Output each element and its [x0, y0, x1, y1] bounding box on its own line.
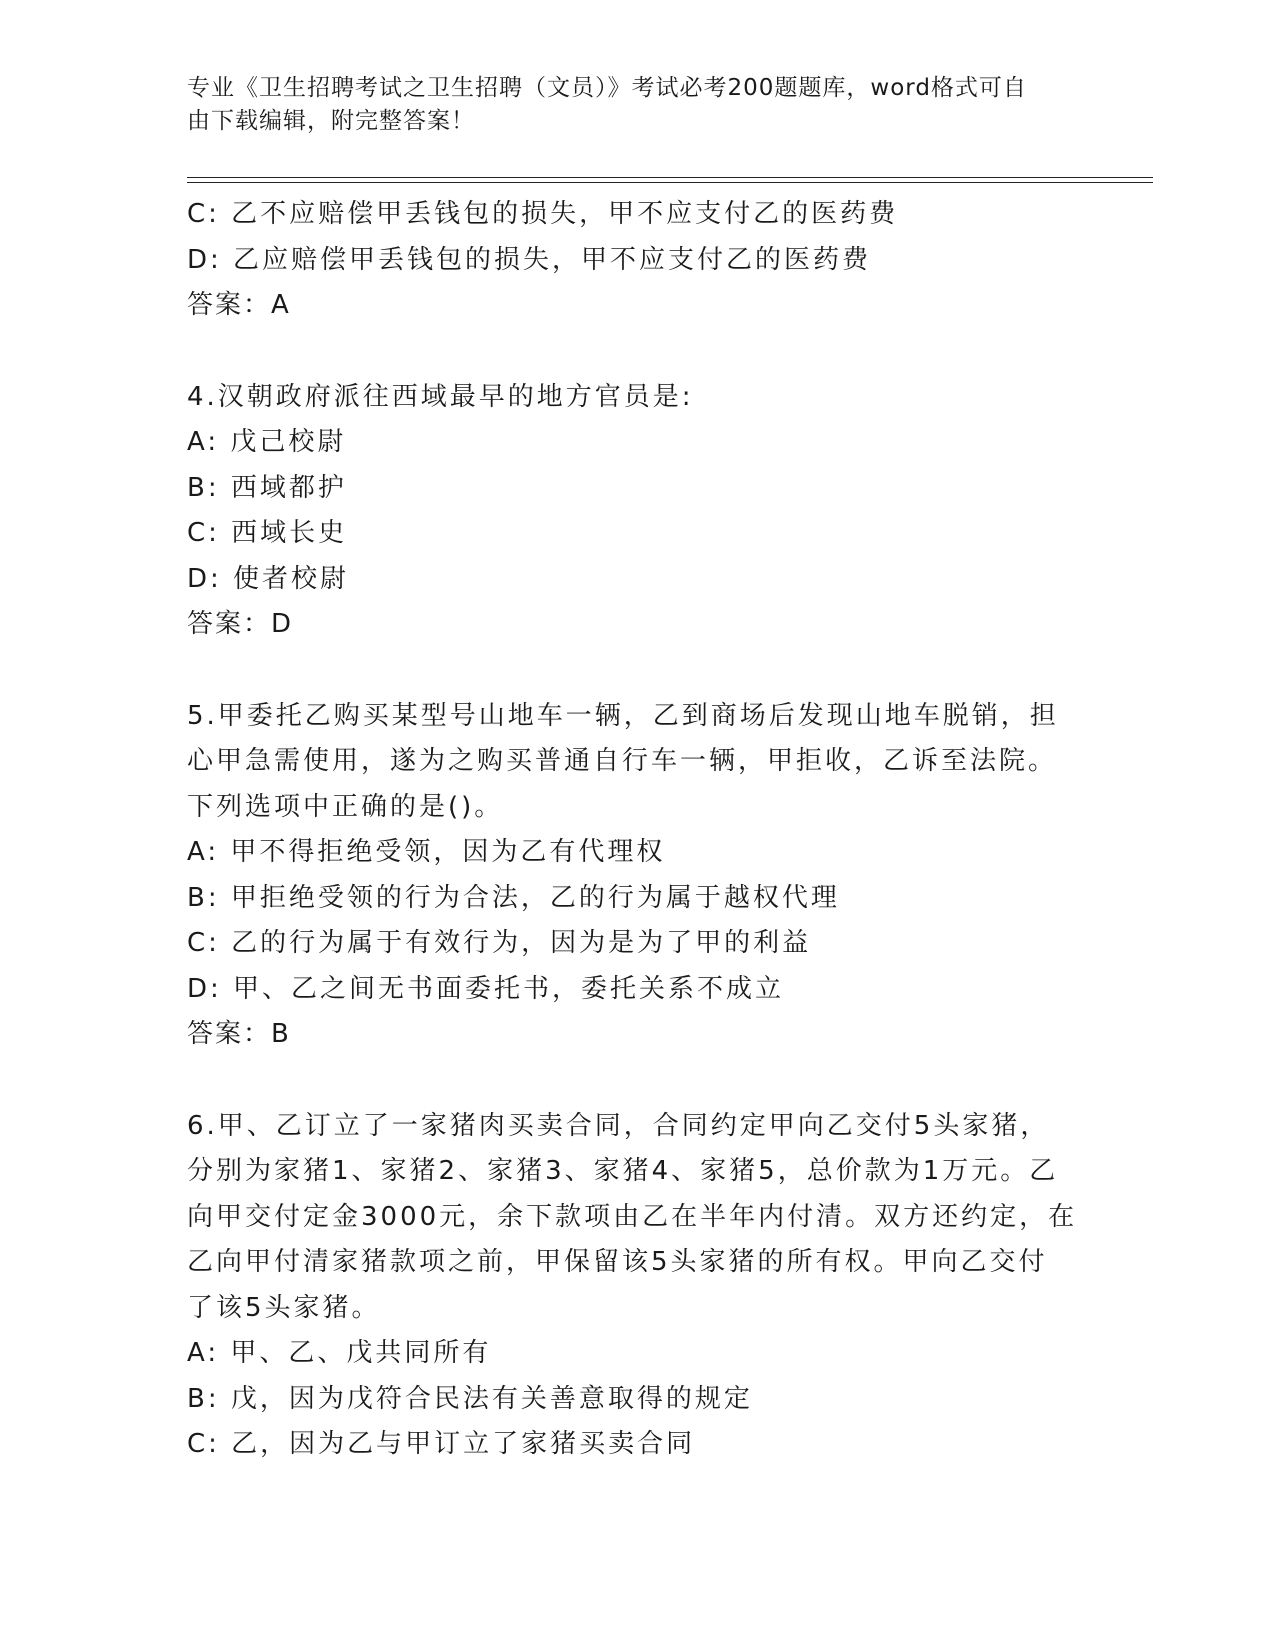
option-a: A: 戊己校尉	[187, 427, 347, 457]
question-stem-line: 心甲急需使用，遂为之购买普通自行车一辆，甲拒收，乙诉至法院。	[187, 746, 1058, 776]
option-d: D: 甲、乙之间无书面委托书，委托关系不成立	[187, 973, 785, 1004]
answer: 答案：A	[187, 290, 291, 320]
question-stem-line: 下列选项中正确的是()。	[187, 791, 504, 822]
header-divider-bottom	[187, 182, 1153, 183]
question-list	[187, 192, 1087, 1468]
option-d: D: 乙应赔偿甲丢钱包的损失，甲不应支付乙的医药费	[187, 244, 872, 275]
option-c: C: 乙，因为乙与甲订立了家猪买卖合同	[187, 1429, 696, 1459]
question-stem-line: 向甲交付定金3000元，余下款项由乙在半年内付清。双方还约定，在	[187, 1201, 1078, 1232]
header-line-2: 由下载编辑，附完整答案！	[187, 108, 475, 134]
option-b: B: 甲拒绝受领的行为合法，乙的行为属于越权代理	[187, 882, 840, 913]
question-stem-line: 5.甲委托乙购买某型号山地车一辆，乙到商场后发现山地车脱销，担	[187, 700, 1059, 731]
question-stem-line: 乙向甲付清家猪款项之前，甲保留该5头家猪的所有权。甲向乙交付	[187, 1247, 1048, 1277]
option-c: C: 乙的行为属于有效行为，因为是为了甲的利益	[187, 928, 812, 958]
option-d: D: 使者校尉	[187, 563, 350, 594]
question-stem: 4.汉朝政府派往西域最早的地方官员是:	[187, 381, 694, 412]
answer: 答案：D	[187, 609, 294, 639]
question-block-4	[187, 375, 1087, 648]
question-stem-line: 6.甲、乙订立了一家猪肉买卖合同，合同约定甲向乙交付5头家猪，	[187, 1110, 1050, 1141]
question-block-6	[187, 1104, 1087, 1468]
option-b: B: 戊，因为戊符合民法有关善意取得的规定	[187, 1383, 753, 1414]
option-b: B: 西域都护	[187, 472, 347, 503]
document-header	[187, 72, 1087, 138]
question-block-5	[187, 694, 1087, 1058]
header-line-1: 专业《卫生招聘考试之卫生招聘（文员）》考试必考200题题库，word格式可自	[187, 75, 1027, 101]
question-stem-line: 分别为家猪1、家猪2、家猪3、家猪4、家猪5，总价款为1万元。乙	[187, 1156, 1059, 1186]
option-c: C: 西域长史	[187, 518, 348, 548]
option-c: C: 乙不应赔偿甲丢钱包的损失，甲不应支付乙的医药费	[187, 199, 899, 229]
header-divider-top	[187, 177, 1153, 178]
question-block-3	[187, 192, 1087, 329]
option-a: A: 甲、乙、戊共同所有	[187, 1338, 492, 1368]
option-a: A: 甲不得拒绝受领，因为乙有代理权	[187, 837, 666, 867]
answer: 答案：B	[187, 1019, 291, 1049]
question-stem-line: 了该5头家猪。	[187, 1292, 381, 1323]
